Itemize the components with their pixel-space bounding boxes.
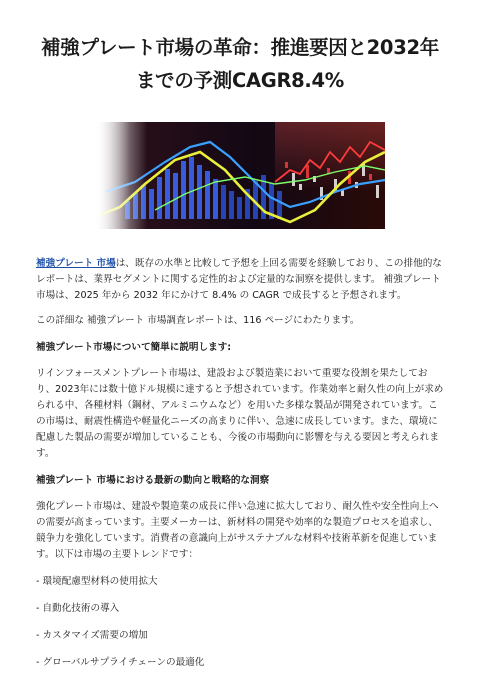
list-item: - カスタマイズ需要の増加 bbox=[36, 630, 148, 641]
overview-paragraph: リインフォースメントプレート市場は、建設および製造業において重要な役割を果たしており、2023年には数十億ドル規模に達すると予想されています。作業効率と耐久性の向上が求められる中、各種材料（鋼材、アルミニウムなど）を用いた多様な製品が開発されています。この市場は、耐震性構造や軽量化ニーズの高まりに伴い、急速に成長しています。また、環境に配慮した製品の需要が増加していることも、今後の市場動向に影響を与える要因と考えられます。 bbox=[36, 368, 444, 459]
report-pages-text: この詳細な 補強プレート 市場調査レポートは、116 ページにわたります。 bbox=[36, 315, 360, 326]
intro-text: は、既存の水準と比較して予想を上回る需要を経験しており、この排他的なレポートは、業界セグメントに関する定性的および定量的な洞察を提供します。 補強プレート市場は、2025 年から 2032 年にかけて 8.4% の CAGR で成長すると予想されます。 bbox=[36, 258, 442, 301]
list-item: - 自動化技術の導入 bbox=[36, 603, 120, 614]
intro-paragraph bbox=[36, 256, 444, 304]
list-item: - 環境配慮型材料の使用拡大 bbox=[36, 576, 158, 587]
page-title: 補強プレート市場の革命：推進要因と2032年までの予測CAGR8.4% bbox=[41, 36, 439, 92]
market-link[interactable]: 補強プレート 市場 bbox=[36, 258, 116, 269]
list-item: - グローバルサプライチェーンの最適化 bbox=[36, 657, 205, 668]
section-heading-overview: 補強プレート市場について簡単に説明します: bbox=[36, 342, 232, 353]
trends-paragraph: 強化プレート市場は、建設や製造業の成長に伴い急速に拡大しており、耐久性や安全性向上への需要が高まっています。主要メーカーは、新材料の開発や効率的な製造プロセスを追求し、競争力を強化しています。消費者の意識向上がサステナブルな材料や技術革新を促進しています。以下は市場の主要トレンドです： bbox=[36, 501, 439, 560]
stock-chart-image bbox=[95, 122, 385, 229]
section-heading-trends: 補強プレート 市場における最新の動向と戦略的な洞察 bbox=[36, 475, 270, 486]
